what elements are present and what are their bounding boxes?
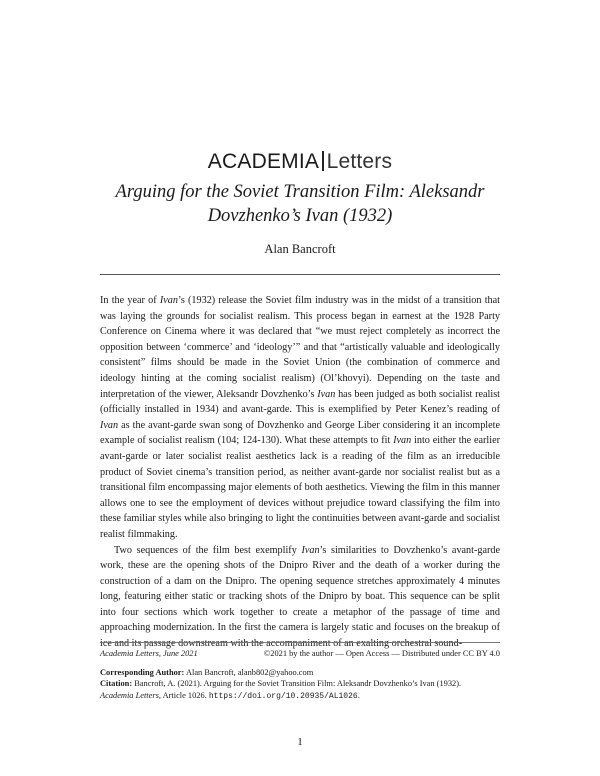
film-title: Ivan	[317, 388, 336, 400]
text-run: has been judged as both socialist realist (officially installed in 1934) and avant-garde. This is exemplified by Peter Kenez’s reading of	[100, 388, 501, 416]
page-number: 1	[297, 736, 303, 748]
corresponding-value: Alan Bancroft, alanb802@yahoo.com	[185, 668, 314, 677]
citation-label: Citation:	[100, 679, 133, 689]
academia-letters-logo	[0, 148, 600, 175]
film-title: Ivan	[393, 435, 412, 447]
article-author: Alan Bancroft	[264, 242, 336, 256]
citation-end: .	[357, 690, 360, 700]
paragraph-2	[100, 543, 500, 652]
text-run: ’s (1932) release the Soviet film industry was in the midst of a transition that was laying the grounds for socialist realism. This process began in earnest at the 1928 Party Conference on Cinema where it was declared that “we must reject completely as incorrect the opposition between ‘commerce’ and ‘ideology’” and that “artistically valuable and ideologically consistent” films should be made in the Soviet Union (the combination of commerce and ideology hinting at the coming socialist realism) (Ol’khovyi). Depending on the taste and interpretation of the viewer, Aleksandr Dovzhenko’s	[100, 295, 500, 400]
film-title: Ivan	[100, 419, 119, 431]
text-run: into either the earlier avant-garde or later socialist realist aesthetics lack is a reading of the film as an irreducible product of Soviet cinema’s transition period, as neither avant-garde nor socialist realist but as a transitional film encompassing major elements of both aesthetics. Viewing the film in this manner allows one to see the employment of devices without prejudice toward classifying the film into these familiar styles while also bringing to light the continuities between avant-garde and socialist realist filmmaking.	[100, 435, 500, 540]
footer-divider	[100, 642, 500, 643]
text-run: as the avant-garde swan song of Dovzhenko and George Liber considering it an incomplete example of socialist realism (104; 124-130). What these attempts to fit	[100, 419, 500, 447]
citation	[100, 678, 500, 689]
citation-journal: Academia Letters	[100, 690, 159, 700]
citation-article: , Article 1026.	[158, 690, 209, 700]
brand-letters: Letters	[326, 150, 393, 173]
license-notice: ©2021 by the author — Open Access — Distributed under CC BY 4.0	[263, 649, 500, 658]
brand-divider	[322, 151, 324, 171]
doi-link[interactable]: https://doi.org/10.20935/AL1026	[208, 691, 358, 701]
text-run: ’s similarities to Dovzhenko’s avant-garde work, these are the opening shots of the Dnipro River and the death of a worker during the construction of a dam on the Dnipro. The opening sequence stretches approximately 4 minutes long, featuring either static or tracking shots of the Dnipro by boat. This sequence can be split into four sections which work together to create a metaphor of the passage of time and approaching modernization. In the first the camera is largely static and focuses on the breakup of ice and its passage downstream with the accompaniment of an exalting orchestral sound-	[100, 544, 500, 650]
text-run: In the year of	[100, 295, 160, 306]
citation-continued	[100, 690, 500, 702]
text-run: Two sequences of the film best exemplify	[114, 544, 302, 556]
journal-date: Academia Letters, June 2021	[100, 649, 198, 658]
article-body	[100, 293, 500, 652]
brand-academia: ACADEMIA	[207, 150, 320, 173]
article-metadata	[100, 667, 500, 702]
paragraph-1	[100, 293, 500, 543]
film-title: Ivan	[159, 295, 178, 306]
article-title: Arguing for the Soviet Transition Film: Aleksandr Dovzhenko’s Ivan (1932)	[115, 182, 485, 226]
corresponding-label: Corresponding Author:	[100, 668, 185, 677]
film-title: Ivan	[301, 544, 320, 556]
header-divider	[100, 274, 500, 275]
corresponding-author	[100, 667, 500, 678]
citation-text: Bancroft, A. (2021). Arguing for the Soviet Transition Film: Aleksandr Dovzhenko’s Ivan (1932).	[134, 679, 462, 689]
